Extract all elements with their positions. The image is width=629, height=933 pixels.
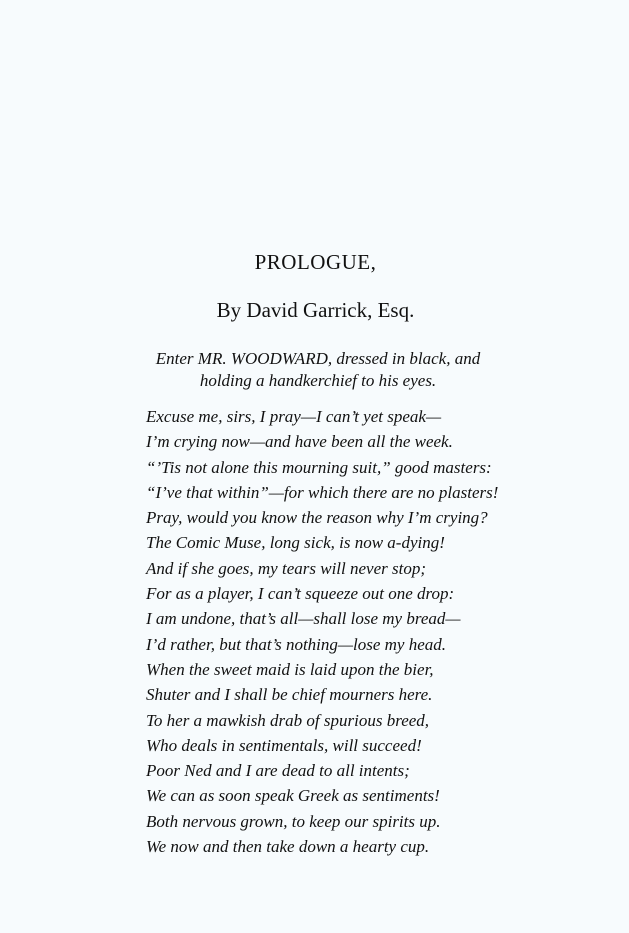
- verse-line: And if she goes, my tears will never stop;: [146, 558, 426, 578]
- verse-block: [146, 404, 546, 859]
- verse-line: Both nervous grown, to keep our spirits up.: [146, 811, 441, 831]
- verse-line: Poor Ned and I are dead to all intents;: [146, 761, 410, 781]
- verse-line: We can as soon speak Greek as sentiments!: [146, 786, 440, 806]
- verse-line: Who deals in sentimentals, will succeed!: [146, 735, 422, 755]
- verse-line: When the sweet maid is laid upon the bier,: [146, 659, 434, 679]
- verse-line: I am undone, that’s all—shall lose my bread—: [146, 609, 461, 629]
- verse-line: To her a mawkish drab of spurious breed,: [146, 710, 430, 730]
- verse-line: “I’ve that within”—for which there are no plasters!: [146, 482, 499, 502]
- author-byline: By David Garrick, Esq.: [216, 298, 415, 322]
- verse-line: Shuter and I shall be chief mourners here.: [146, 685, 433, 705]
- prologue-title: PROLOGUE,: [254, 250, 377, 274]
- verse-line: For as a player, I can’t squeeze out one drop:: [146, 584, 455, 604]
- verse-line: I’m crying now—and have been all the week.: [146, 432, 453, 452]
- verse-line: I’d rather, but that’s nothing—lose my head.: [146, 634, 447, 654]
- verse-line: Excuse me, sirs, I pray—I can’t yet speak—: [146, 407, 442, 426]
- verse-line: Pray, would you know the reason why I’m crying?: [146, 508, 488, 528]
- stage-direction: Enter MR. WOODWARD, dressed in black, and holding a handkerchief to his eyes.: [155, 349, 481, 390]
- verse-line: “’Tis not alone this mourning suit,” good masters:: [146, 457, 492, 477]
- verse-line: The Comic Muse, long sick, is now a-dying!: [146, 533, 445, 553]
- verse-line: We now and then take down a hearty cup.: [146, 837, 430, 857]
